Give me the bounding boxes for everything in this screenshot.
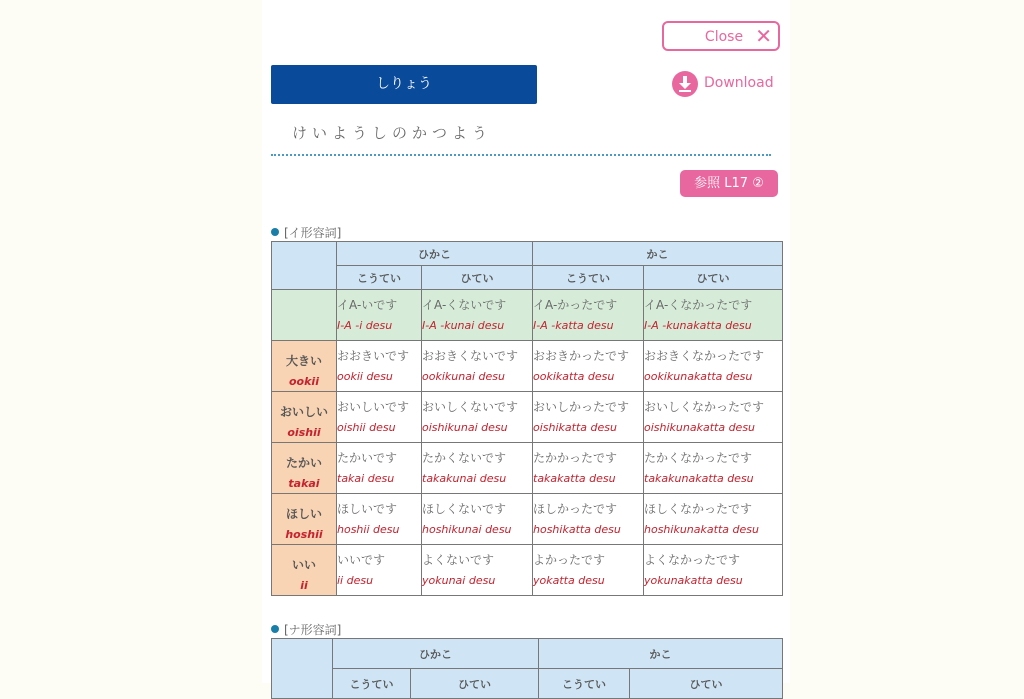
cell-romaji: hoshii desu xyxy=(337,523,400,536)
cell-japanese: たかくなかったです xyxy=(644,451,753,465)
sub-header-negative: ひてい xyxy=(422,266,533,290)
cell-romaji: yokatta desu xyxy=(533,574,605,587)
sub-header-negative: ひてい xyxy=(630,669,783,699)
conjugation-cell xyxy=(337,392,422,443)
pattern-cell xyxy=(644,290,783,341)
group-header-nonpast: ひかこ xyxy=(333,639,539,669)
conjugation-cell xyxy=(644,494,783,545)
conjugation-cell xyxy=(644,392,783,443)
corner-cell xyxy=(272,639,333,699)
word-japanese: たかい xyxy=(285,455,322,470)
cell-japanese: おいしかったです xyxy=(533,400,630,414)
cell-japanese: いいです xyxy=(337,553,386,567)
cell-japanese: おおきかったです xyxy=(533,349,630,363)
cell-japanese: たかかったです xyxy=(533,451,618,465)
group-header-past: かこ xyxy=(533,242,783,266)
cell-japanese: おいしくないです xyxy=(422,400,519,414)
table-row xyxy=(272,494,783,545)
cell-japanese: ほしくないです xyxy=(422,502,507,516)
cell-romaji: takakunai desu xyxy=(422,472,507,485)
conjugation-cell xyxy=(644,545,783,596)
group-header-past: かこ xyxy=(539,639,783,669)
cell-romaji: I-A -kunakatta desu xyxy=(644,319,752,332)
cell-romaji: I-A -katta desu xyxy=(533,319,614,332)
conjugation-cell xyxy=(533,341,644,392)
conjugation-cell xyxy=(422,494,533,545)
conjugation-cell xyxy=(337,494,422,545)
cell-romaji: ookii desu xyxy=(337,370,393,383)
dotted-divider xyxy=(271,154,771,156)
sub-header-negative: ひてい xyxy=(644,266,783,290)
word-japanese: ほしい xyxy=(285,506,322,521)
cell-romaji: takai desu xyxy=(337,472,395,485)
conjugation-cell xyxy=(422,545,533,596)
group-header-nonpast: ひかこ xyxy=(337,242,533,266)
i-adjective-table xyxy=(271,241,783,596)
cell-japanese: よかったです xyxy=(533,553,606,567)
close-button[interactable] xyxy=(662,21,780,51)
adjective-word-cell xyxy=(272,392,337,443)
cell-japanese: おいしいです xyxy=(337,400,410,414)
conjugation-cell xyxy=(533,494,644,545)
conjugation-cell xyxy=(644,341,783,392)
close-label: Close xyxy=(704,29,744,45)
reference-button[interactable]: 参照 L17 ② xyxy=(680,170,778,197)
conjugation-cell xyxy=(422,341,533,392)
conjugation-cell xyxy=(533,392,644,443)
cell-romaji: oishikunakatta desu xyxy=(644,421,756,434)
cell-romaji: ookikunai desu xyxy=(422,370,505,383)
conjugation-cell xyxy=(422,392,533,443)
pattern-cell xyxy=(337,290,422,341)
cell-romaji: oishii desu xyxy=(337,421,396,434)
cell-romaji: yokunakatta desu xyxy=(644,574,743,587)
cell-romaji: takakatta desu xyxy=(533,472,616,485)
cell-romaji: takakunakatta desu xyxy=(644,472,754,485)
word-romaji: ii xyxy=(300,578,308,592)
word-romaji: oishii xyxy=(287,425,321,439)
sub-header-affirmative: こうてい xyxy=(539,669,630,699)
cell-romaji: oishikatta desu xyxy=(533,421,617,434)
table-row xyxy=(272,545,783,596)
cell-japanese: よくなかったです xyxy=(644,553,741,567)
table-row xyxy=(272,341,783,392)
cell-japanese: よくないです xyxy=(422,553,495,567)
adjective-word-cell xyxy=(272,494,337,545)
word-romaji: hoshii xyxy=(285,527,323,541)
conjugation-cell xyxy=(337,341,422,392)
cell-romaji: hoshikatta desu xyxy=(533,523,621,536)
i-adjective-section-label xyxy=(271,224,341,241)
table-row xyxy=(272,392,783,443)
cell-japanese: イA-くないです xyxy=(422,298,507,312)
cell-japanese: イA-いです xyxy=(337,298,398,312)
pattern-row xyxy=(272,290,783,341)
bullet-icon xyxy=(271,625,279,633)
sub-header-affirmative: こうてい xyxy=(333,669,411,699)
corner-cell xyxy=(272,242,337,290)
conjugation-cell xyxy=(644,443,783,494)
adjective-word-cell xyxy=(272,341,337,392)
word-japanese: 大きい xyxy=(285,353,322,368)
na-adjective-section-label xyxy=(271,621,341,638)
cell-japanese: おいしくなかったです xyxy=(644,400,765,414)
cell-romaji: I-A -kunai desu xyxy=(422,319,505,332)
page-subtitle: けいようしのかつよう xyxy=(292,124,493,142)
table-row xyxy=(272,443,783,494)
na-adjective-label: [ナ形容詞] xyxy=(284,623,342,637)
cell-japanese: ほしいです xyxy=(337,502,398,516)
conjugation-cell xyxy=(337,545,422,596)
sub-header-affirmative: こうてい xyxy=(533,266,644,290)
pattern-corner-cell xyxy=(272,290,337,341)
word-romaji: takai xyxy=(288,476,320,490)
cell-japanese: イA-くなかったです xyxy=(644,298,753,312)
cell-japanese: イA-かったです xyxy=(533,298,618,312)
conjugation-cell xyxy=(533,545,644,596)
title-button[interactable]: しりょう xyxy=(271,65,537,104)
word-japanese: おいしい xyxy=(279,404,328,419)
cell-romaji: ookikunakatta desu xyxy=(644,370,753,383)
cell-romaji: yokunai desu xyxy=(422,574,496,587)
close-icon: ✕ xyxy=(755,24,772,48)
conjugation-cell xyxy=(422,443,533,494)
cell-japanese: たかくないです xyxy=(422,451,507,465)
cell-romaji: I-A -i desu xyxy=(337,319,393,332)
cell-japanese: おおきくないです xyxy=(422,349,519,363)
cell-romaji: hoshikunai desu xyxy=(422,523,512,536)
cell-romaji: oishikunai desu xyxy=(422,421,508,434)
cell-japanese: おおきくなかったです xyxy=(644,349,765,363)
adjective-word-cell xyxy=(272,443,337,494)
cell-japanese: ほしかったです xyxy=(533,502,618,516)
download-label: Download xyxy=(704,75,774,91)
pattern-cell xyxy=(422,290,533,341)
pattern-cell xyxy=(533,290,644,341)
sub-header-affirmative: こうてい xyxy=(337,266,422,290)
cell-romaji: ii desu xyxy=(337,574,374,587)
sub-header-negative: ひてい xyxy=(411,669,539,699)
bullet-icon xyxy=(271,228,279,236)
cell-romaji: hoshikunakatta desu xyxy=(644,523,759,536)
conjugation-cell xyxy=(533,443,644,494)
cell-romaji: ookikatta desu xyxy=(533,370,615,383)
conjugation-cell xyxy=(337,443,422,494)
download-icon xyxy=(672,71,698,97)
word-romaji: ookii xyxy=(289,374,319,388)
word-japanese: いい xyxy=(291,557,316,572)
adjective-word-cell xyxy=(272,545,337,596)
cell-japanese: ほしくなかったです xyxy=(644,502,753,516)
cell-japanese: たかいです xyxy=(337,451,398,465)
i-adjective-label: [イ形容詞] xyxy=(284,226,342,240)
cell-japanese: おおきいです xyxy=(337,349,410,363)
na-adjective-table xyxy=(271,638,783,699)
